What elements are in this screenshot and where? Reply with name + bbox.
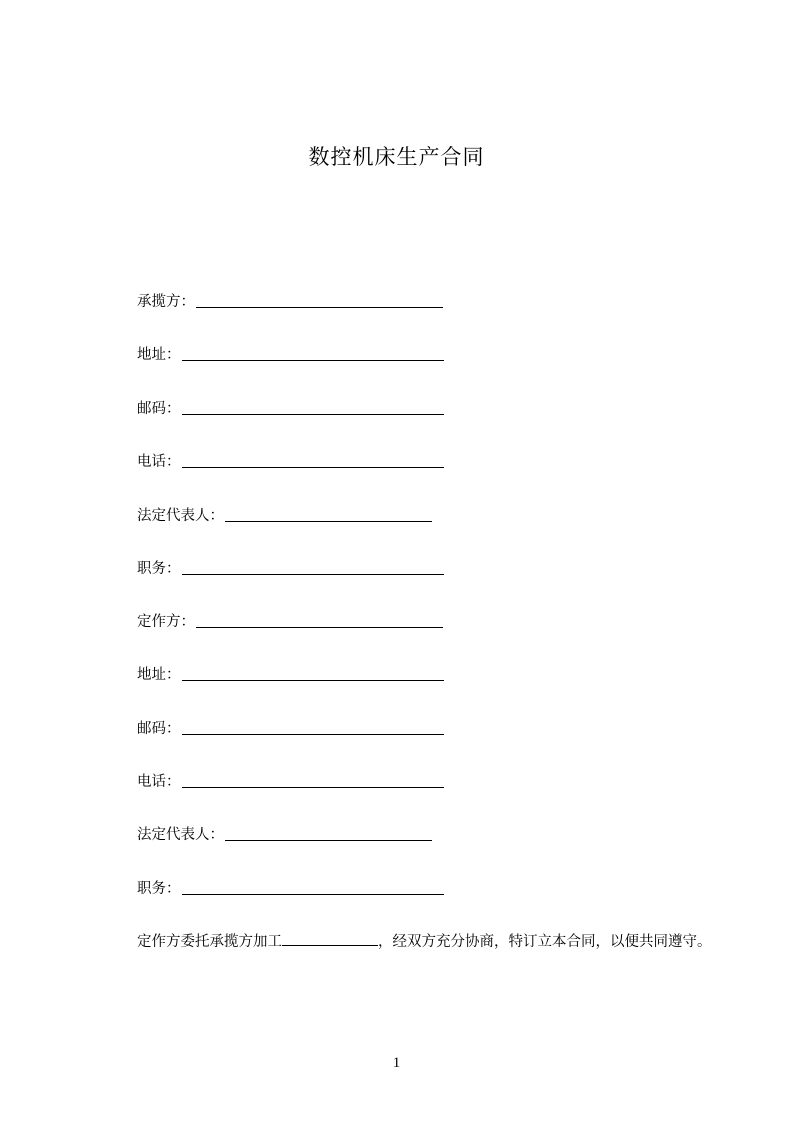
client-position-blank[interactable] — [182, 893, 444, 895]
contractor-name-blank[interactable] — [196, 306, 443, 308]
client-legal-rep-label: 法定代表人： — [137, 827, 224, 843]
client-phone-blank[interactable] — [182, 786, 444, 788]
contractor-postcode-blank[interactable] — [182, 413, 444, 415]
intro-text-after: ，经双方充分协商，特订立本合同，以便共同遵守。 — [378, 934, 712, 950]
client-postcode-field — [137, 716, 444, 738]
page-number: 1 — [392, 1055, 401, 1071]
contractor-name-field — [137, 289, 443, 311]
contractor-legal-rep-label: 法定代表人： — [137, 508, 224, 524]
client-name-field — [137, 609, 443, 631]
client-legal-rep-blank[interactable] — [225, 839, 432, 841]
intro-text-before: 定作方委托承揽方加工 — [137, 934, 282, 950]
contractor-position-label: 职务： — [137, 561, 181, 577]
contractor-position-field — [137, 556, 444, 578]
client-address-blank[interactable] — [182, 679, 444, 681]
contractor-address-blank[interactable] — [182, 359, 444, 361]
contractor-legal-rep-blank[interactable] — [225, 520, 432, 522]
client-postcode-blank[interactable] — [182, 733, 444, 735]
client-name-label: 定作方： — [137, 614, 195, 630]
contractor-phone-blank[interactable] — [182, 466, 444, 468]
client-position-field — [137, 876, 444, 898]
client-name-blank[interactable] — [196, 626, 443, 628]
contractor-phone-field — [137, 449, 444, 471]
intro-paragraph — [105, 929, 715, 955]
client-legal-rep-field — [137, 822, 432, 844]
client-address-field — [137, 662, 444, 684]
client-phone-label: 电话： — [137, 774, 181, 790]
contractor-position-blank[interactable] — [182, 573, 444, 575]
contractor-postcode-field — [137, 396, 444, 418]
contractor-phone-label: 电话： — [137, 454, 181, 470]
client-postcode-label: 邮码： — [137, 721, 181, 737]
document-title: 数控机床生产合同 — [308, 145, 485, 169]
contractor-legal-rep-field — [137, 503, 432, 525]
client-address-label: 地址： — [137, 667, 181, 683]
contractor-address-field — [137, 342, 444, 364]
client-phone-field — [137, 769, 444, 791]
client-position-label: 职务： — [137, 881, 181, 897]
processing-item-blank[interactable] — [282, 931, 378, 946]
contractor-name-label: 承揽方： — [137, 294, 195, 310]
contractor-postcode-label: 邮码： — [137, 401, 181, 417]
contractor-address-label: 地址： — [137, 347, 181, 363]
